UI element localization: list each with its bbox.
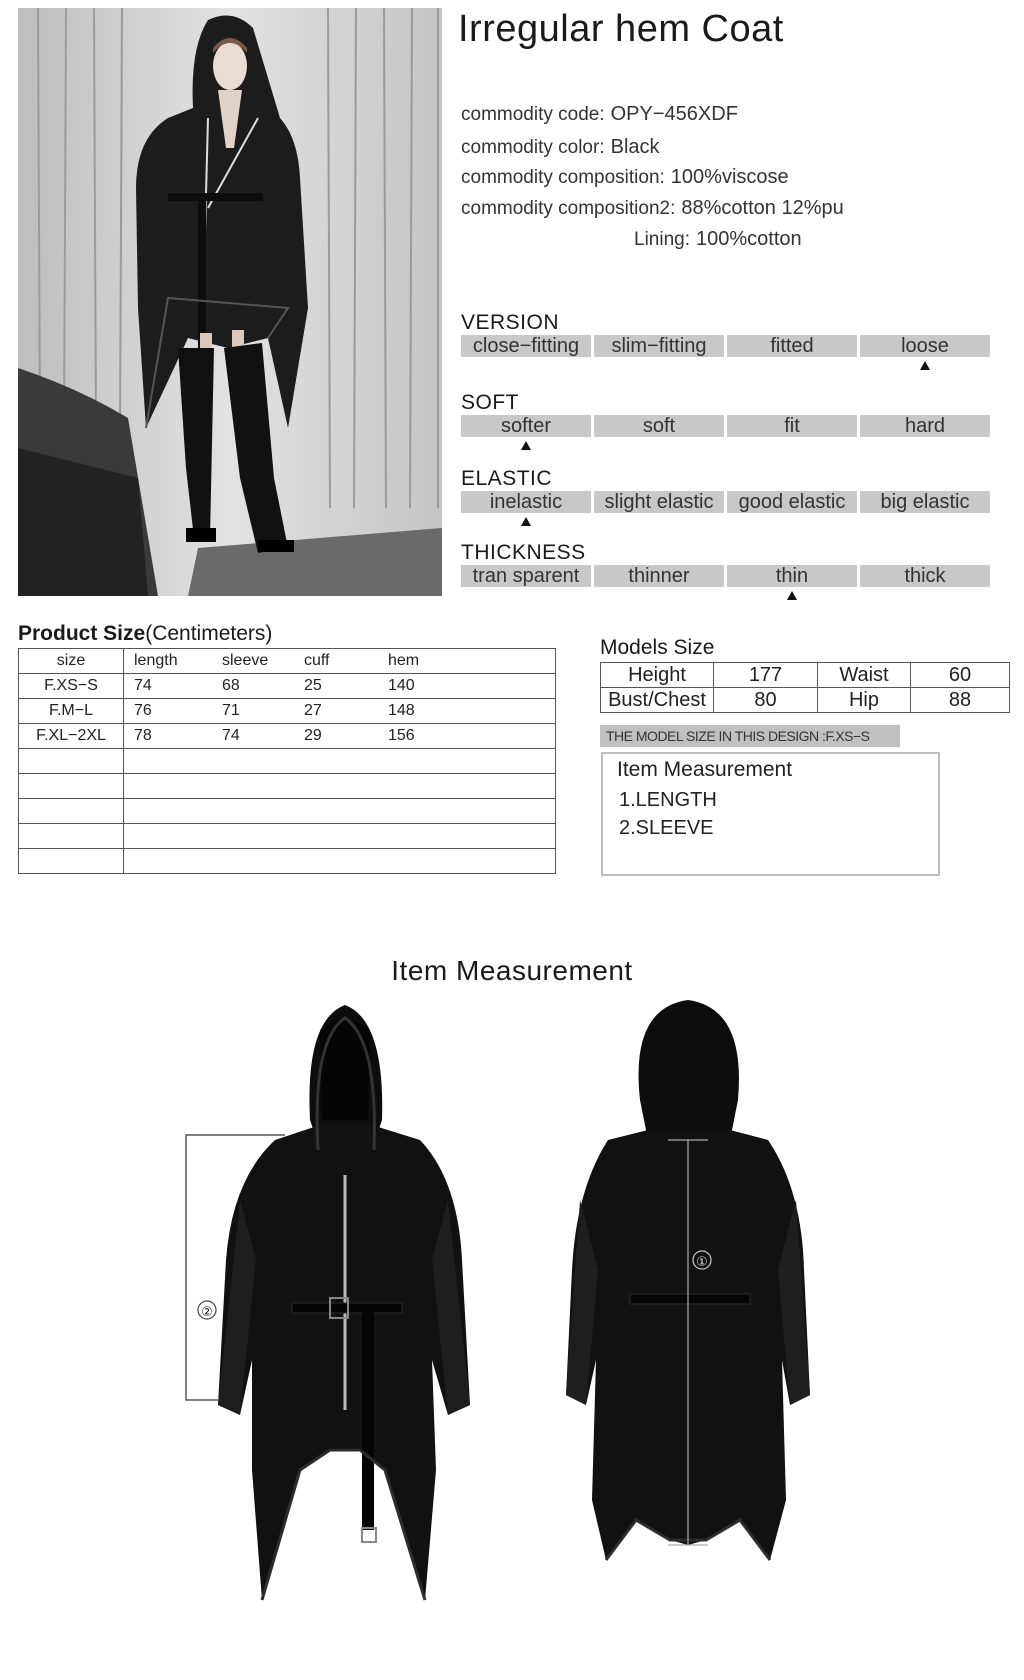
product-size-title (18, 622, 272, 646)
table-row (19, 849, 556, 874)
product-title: Irregular hem Coat (458, 8, 784, 50)
length-marker: ① (696, 1255, 708, 1270)
measurement-legend-box (601, 752, 940, 876)
product-size-label: Product Size (18, 622, 146, 645)
scale-option: hard (860, 415, 990, 437)
spec-label: commodity composition2: (461, 198, 676, 219)
spec-label: commodity code: (461, 104, 605, 125)
item-measurement-title: Item Measurement (391, 955, 633, 986)
table-cell: 60 (911, 663, 1010, 688)
models-size-title: Models Size (600, 636, 715, 659)
table-cell: 71 (222, 702, 240, 719)
selected-indicator-icon (787, 591, 797, 600)
product-size-unit: (Centimeters) (145, 622, 273, 645)
scale-version (461, 311, 991, 371)
scale-elastic (461, 467, 991, 527)
table-cell (19, 749, 124, 774)
table-row (601, 663, 1010, 688)
table-cell: 88 (911, 688, 1010, 713)
table-cell: 76 (134, 702, 152, 719)
table-cell: Hip (818, 688, 911, 713)
spec-value: 100%cotton (696, 228, 802, 250)
scale-thickness (461, 541, 991, 601)
table-cell: 148 (388, 702, 415, 719)
table-cell: F.M−L (19, 699, 124, 724)
table-cell: Bust/Chest (601, 688, 714, 713)
column-header: hem (388, 652, 420, 669)
scale-option: thin (727, 565, 857, 587)
table-cell: Waist (818, 663, 911, 688)
table-cell-group (124, 774, 556, 799)
scale-option: slight elastic (594, 491, 724, 513)
column-header: length (134, 652, 178, 669)
table-row (19, 749, 556, 774)
column-header: size (19, 649, 124, 674)
table-cell-group (124, 849, 556, 874)
table-cell (19, 774, 124, 799)
table-cell-group (124, 724, 556, 749)
measurement-legend-item-sleeve: 2.SLEEVE (619, 817, 714, 839)
table-cell-group (124, 749, 556, 774)
spec-commodity-composition (461, 166, 789, 189)
garment-illustrations (0, 1000, 1024, 1640)
table-cell-group (124, 799, 556, 824)
scale-option: fit (727, 415, 857, 437)
spec-value: OPY−456XDF (610, 103, 738, 125)
table-cell: 29 (304, 727, 322, 744)
product-size-table (18, 648, 556, 874)
table-cell: 156 (388, 727, 415, 744)
scale-option: thinner (594, 565, 724, 587)
scale-option: soft (594, 415, 724, 437)
table-cell: 68 (222, 677, 240, 694)
spec-value: 88%cotton 12%pu (681, 197, 844, 219)
table-cell-group (124, 699, 556, 724)
spec-commodity-color (461, 136, 660, 159)
selected-indicator-icon (521, 517, 531, 526)
scale-option: big elastic (860, 491, 990, 513)
spec-commodity-code (461, 103, 738, 126)
table-cell: 25 (304, 677, 322, 694)
scale-option: fitted (727, 335, 857, 357)
table-cell: 27 (304, 702, 322, 719)
table-cell: 140 (388, 677, 415, 694)
table-cell: F.XL−2XL (19, 724, 124, 749)
scale-option: thick (860, 565, 990, 587)
spec-label: Lining: (634, 229, 690, 250)
table-row (19, 724, 556, 749)
table-cell-group (124, 674, 556, 699)
scale-option: slim−fitting (594, 335, 724, 357)
table-cell (19, 824, 124, 849)
spec-value: Black (610, 136, 660, 158)
scale-title: VERSION (461, 311, 560, 334)
measurement-legend-item-length: 1.LENGTH (619, 789, 717, 811)
table-row (601, 688, 1010, 713)
scale-option: inelastic (461, 491, 591, 513)
table-cell: F.XS−S (19, 674, 124, 699)
scale-option: close−fitting (461, 335, 591, 357)
spec-label: commodity color: (461, 137, 605, 158)
sleeve-marker: ② (201, 1305, 213, 1320)
spec-value: 100%viscose (670, 166, 789, 188)
table-cell-group (124, 649, 556, 674)
spec-lining (634, 228, 802, 251)
scale-option: good elastic (727, 491, 857, 513)
selected-indicator-icon (920, 361, 930, 370)
table-row (19, 824, 556, 849)
model-size-note: THE MODEL SIZE IN THIS DESIGN :F.XS−S (600, 725, 900, 747)
selected-indicator-icon (521, 441, 531, 450)
scale-title: SOFT (461, 391, 519, 414)
measurement-legend-heading: Item Measurement (617, 758, 793, 781)
table-cell: 177 (714, 663, 818, 688)
table-row (19, 799, 556, 824)
table-cell: 80 (714, 688, 818, 713)
table-header-row (19, 649, 556, 674)
model-photo (18, 8, 442, 596)
spec-commodity-composition2 (461, 197, 844, 220)
table-row (19, 774, 556, 799)
table-cell: Height (601, 663, 714, 688)
coat-front-view (186, 1005, 470, 1600)
table-cell: 78 (134, 727, 152, 744)
spec-label: commodity composition: (461, 167, 665, 188)
table-cell (19, 799, 124, 824)
scale-title: THICKNESS (461, 541, 586, 564)
table-cell: 74 (222, 727, 240, 744)
coat-back-view (566, 1000, 810, 1560)
scale-option: loose (860, 335, 990, 357)
column-header: sleeve (222, 652, 269, 669)
scale-option: softer (461, 415, 591, 437)
scale-option: tran sparent (461, 565, 591, 587)
column-header: cuff (304, 652, 330, 669)
table-row (19, 699, 556, 724)
scale-title: ELASTIC (461, 467, 553, 490)
table-cell (19, 849, 124, 874)
table-cell: 74 (134, 677, 152, 694)
table-cell-group (124, 824, 556, 849)
scale-soft (461, 391, 991, 451)
table-row (19, 674, 556, 699)
models-size-table (600, 662, 1010, 713)
